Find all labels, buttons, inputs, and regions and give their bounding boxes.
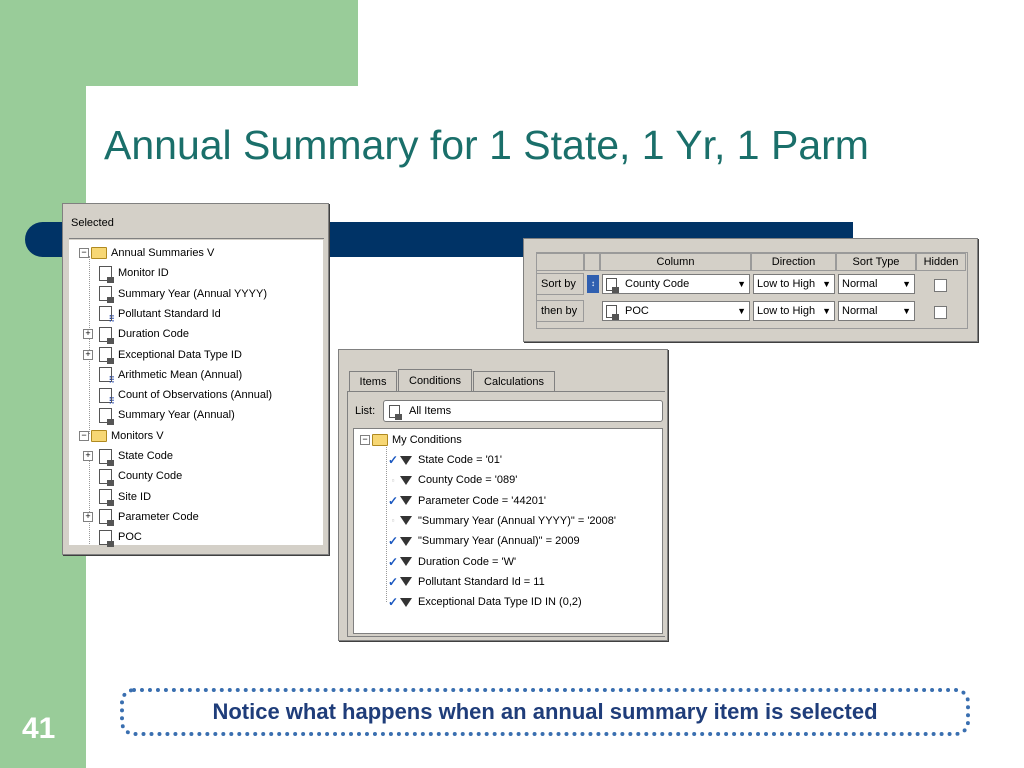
- filter-icon: [400, 516, 412, 525]
- tree-item[interactable]: [99, 305, 221, 323]
- tab-calculations[interactable]: Calculations: [473, 371, 555, 391]
- tree-item[interactable]: [85, 447, 174, 465]
- filter-icon: [400, 537, 412, 546]
- conditions-panel: [338, 349, 668, 641]
- tree-item-label: Annual Summaries V: [111, 247, 215, 259]
- sort-column-select[interactable]: POC ▼: [602, 301, 750, 321]
- condition-text: Duration Code = 'W': [418, 555, 517, 568]
- sort-row-label: Sort by: [536, 273, 584, 295]
- item-icon: [99, 266, 112, 281]
- folder-icon: [91, 430, 107, 442]
- folder-icon: [372, 434, 388, 446]
- sort-type-header: Sort Type: [836, 253, 916, 271]
- filter-icon: [400, 496, 412, 505]
- item-icon: [99, 489, 112, 504]
- tree-item-label: Summary Year (Annual): [118, 409, 235, 422]
- tree-item[interactable]: [99, 406, 235, 424]
- tree-item[interactable]: [99, 386, 272, 404]
- active-check-icon[interactable]: ✓: [388, 574, 399, 589]
- row-selector-icon[interactable]: ↕: [587, 275, 599, 293]
- item-icon: [99, 469, 112, 484]
- tree-item[interactable]: [99, 264, 169, 282]
- measure-icon: [99, 367, 112, 382]
- active-check-icon[interactable]: ✓: [388, 493, 399, 508]
- tree-item-label: Count of Observations (Annual): [118, 389, 273, 402]
- slide-number: 41: [22, 712, 56, 745]
- condition-text: State Code = '01': [418, 454, 503, 466]
- condition-row[interactable]: [388, 593, 582, 611]
- tree-item-label: Parameter Code: [118, 510, 199, 523]
- hidden-checkbox[interactable]: [934, 306, 947, 319]
- filter-icon: [400, 456, 412, 465]
- direction-header: Direction: [751, 253, 836, 271]
- tree-item-label: Site ID: [118, 490, 152, 503]
- expand-toggle[interactable]: +: [83, 350, 93, 360]
- expand-toggle[interactable]: +: [83, 451, 93, 461]
- tree-item[interactable]: [99, 528, 142, 546]
- item-icon: [99, 286, 112, 301]
- tree-item[interactable]: [85, 325, 189, 343]
- tree-item-label: Arithmetic Mean (Annual): [118, 368, 243, 381]
- selected-header: Selected: [71, 217, 114, 229]
- slide-title: Annual Summary for 1 State, 1 Yr, 1 Parm: [104, 122, 869, 168]
- expand-toggle[interactable]: +: [83, 329, 93, 339]
- tree-folder[interactable]: [79, 244, 214, 262]
- list-select[interactable]: All Items: [383, 400, 663, 422]
- conditions-tree: [353, 428, 663, 634]
- list-label: List:: [355, 405, 376, 417]
- item-icon: [606, 278, 617, 291]
- hidden-header: Hidden: [916, 253, 966, 271]
- active-check-icon[interactable]: ✓: [388, 534, 399, 549]
- condition-row[interactable]: [388, 492, 546, 510]
- collapse-toggle[interactable]: −: [79, 248, 89, 258]
- sort-panel: [523, 238, 978, 342]
- tree-item-label: County Code: [118, 470, 183, 483]
- item-icon: [99, 530, 112, 545]
- condition-text: Pollutant Standard Id = 11: [418, 575, 545, 588]
- selected-panel: [62, 203, 329, 555]
- sort-column-select[interactable]: County Code ▼: [602, 274, 750, 294]
- tree-item[interactable]: [99, 366, 242, 384]
- tab-items[interactable]: Items: [349, 371, 397, 391]
- tree-item-label: Summary Year (Annual YYYY): [118, 287, 267, 300]
- condition-text: Exceptional Data Type ID IN (0,2): [418, 596, 582, 609]
- filter-icon: [400, 557, 412, 566]
- tree-folder[interactable]: [79, 427, 164, 445]
- selected-tree: [69, 240, 325, 545]
- collapse-toggle[interactable]: −: [360, 435, 370, 445]
- item-icon: [389, 405, 400, 418]
- item-icon: [99, 509, 112, 524]
- tree-item-label: Monitor ID: [118, 267, 169, 280]
- condition-row[interactable]: [388, 471, 517, 489]
- condition-row[interactable]: [388, 553, 516, 571]
- hidden-checkbox[interactable]: [934, 279, 947, 292]
- collapse-toggle[interactable]: −: [79, 431, 89, 441]
- tree-item[interactable]: [99, 285, 267, 303]
- inactive-dot-icon[interactable]: ▫: [391, 475, 395, 485]
- notice-text: Notice what happens when an annual summary item is selected: [212, 699, 878, 724]
- condition-row[interactable]: [388, 512, 616, 530]
- tree-item[interactable]: [85, 346, 242, 364]
- notice-box: [120, 688, 970, 736]
- sort-type-select[interactable]: Normal ▼: [838, 274, 915, 294]
- tree-item[interactable]: [99, 467, 182, 485]
- inactive-dot-icon[interactable]: ▫: [391, 516, 395, 526]
- measure-icon: [99, 388, 112, 403]
- filter-icon: [400, 598, 412, 607]
- tab-conditions[interactable]: Conditions: [398, 369, 472, 391]
- item-icon: [606, 305, 617, 318]
- column-header: Column: [600, 253, 751, 271]
- item-icon: [99, 449, 112, 464]
- item-icon: [99, 327, 112, 342]
- condition-text: County Code = '089': [418, 474, 518, 487]
- sort-type-select[interactable]: Normal ▼: [838, 301, 915, 321]
- item-icon: [99, 408, 112, 423]
- item-icon: [99, 347, 112, 362]
- filter-icon: [400, 476, 412, 485]
- condition-text: Parameter Code = '44201': [418, 494, 547, 507]
- expand-toggle[interactable]: +: [83, 512, 93, 522]
- active-check-icon[interactable]: ✓: [388, 595, 399, 610]
- condition-text: "Summary Year (Annual YYYY)" = '2008': [418, 514, 616, 527]
- measure-icon: [99, 306, 112, 321]
- tree-item-label: State Code: [118, 450, 174, 462]
- filter-icon: [400, 577, 412, 586]
- sort-direction-select[interactable]: Low to High ▼: [753, 274, 835, 294]
- tree-item-label: Monitors V: [111, 429, 164, 442]
- tree-item-label: Pollutant Standard Id: [118, 307, 221, 320]
- folder-icon: [91, 247, 107, 259]
- tree-item-label: Duration Code: [118, 328, 189, 341]
- sort-row-label: then by: [536, 300, 584, 322]
- active-check-icon[interactable]: ✓: [388, 453, 399, 467]
- conditions-root: My Conditions: [392, 434, 462, 446]
- tree-item-label: Exceptional Data Type ID: [118, 348, 242, 361]
- condition-row[interactable]: [388, 573, 545, 591]
- sort-direction-select[interactable]: Low to High ▼: [753, 301, 835, 321]
- tree-item-label: POC: [118, 531, 142, 544]
- active-check-icon[interactable]: ✓: [388, 554, 399, 569]
- tree-item[interactable]: [85, 508, 199, 526]
- condition-row[interactable]: [388, 532, 580, 550]
- tree-item[interactable]: [99, 488, 151, 506]
- condition-text: "Summary Year (Annual)" = 2009: [418, 535, 580, 548]
- condition-row[interactable]: [388, 451, 502, 469]
